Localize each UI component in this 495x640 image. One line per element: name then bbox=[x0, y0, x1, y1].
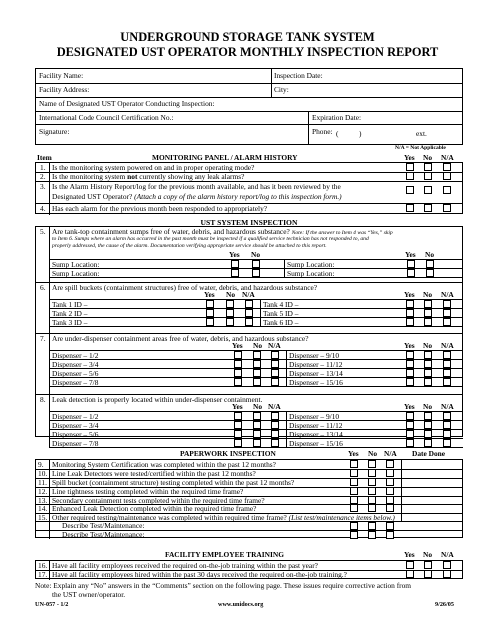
monitoring-item-4: Has each alarm for the previous month been responded to appropriately? bbox=[52, 204, 268, 213]
cb-p12-na[interactable] bbox=[386, 487, 394, 495]
cb-p14-yes[interactable] bbox=[350, 504, 358, 512]
cb-d8-7-yes[interactable] bbox=[406, 430, 414, 438]
ext-label: ext. bbox=[416, 129, 427, 138]
describe-test-1[interactable]: Describe Test/Maintenance: bbox=[62, 521, 145, 530]
cb-d8-6-na[interactable] bbox=[443, 421, 451, 429]
dispenser8-5-6: Dispenser – 5/6 bbox=[52, 430, 99, 439]
tank-6-id[interactable]: Tank 6 ID – bbox=[263, 318, 299, 327]
checkbox-item4-na[interactable] bbox=[443, 204, 451, 212]
paperwork-item-14: Enhanced Leak Detection completed within the required time frame? bbox=[52, 504, 257, 513]
cb-d7-8-na[interactable] bbox=[443, 378, 451, 386]
dispenser8-11-12: Dispenser – 11/12 bbox=[289, 421, 343, 430]
checkbox-tank1-yes[interactable] bbox=[206, 300, 214, 308]
cb-p10-no[interactable] bbox=[368, 469, 376, 477]
phone-field[interactable]: Phone: bbox=[312, 127, 333, 136]
ust-item-5-note-line2: to Item 6. Sumps where an alarm has occurred in the past month must be inspected if a qualified service technician has not responded to, and bbox=[52, 236, 369, 242]
cb-p15-no[interactable] bbox=[368, 522, 376, 530]
dispenser-5-6: Dispenser – 5/6 bbox=[52, 369, 99, 378]
cb-p11-yes[interactable] bbox=[350, 478, 358, 486]
cb-d7-5-no[interactable] bbox=[424, 351, 432, 359]
ust-item-5-note-line3: properly addressed, the cause of the alarm. Documentation verifying appropriate service should be attached to this report. bbox=[52, 243, 327, 249]
checkbox-sump2-no[interactable] bbox=[252, 269, 260, 277]
form-id: UN-057 - 1/2 bbox=[35, 601, 69, 608]
cb-p13-yes[interactable] bbox=[350, 496, 358, 504]
dispenser8-13-14: Dispenser – 13/14 bbox=[289, 430, 343, 439]
cb-d8-6-no[interactable] bbox=[424, 421, 432, 429]
cb-d7-3-na[interactable] bbox=[271, 369, 279, 377]
cb-p12-no[interactable] bbox=[368, 487, 376, 495]
cb-d7-5-na[interactable] bbox=[443, 351, 451, 359]
sump-location-1[interactable]: Sump Location: bbox=[52, 260, 100, 269]
tank-4-id[interactable]: Tank 4 ID – bbox=[263, 300, 299, 309]
checkbox-item1-yes[interactable] bbox=[406, 163, 414, 171]
cb-d8-2-yes[interactable] bbox=[234, 421, 242, 429]
na-legend: N/A = Not Applicable bbox=[395, 145, 446, 151]
cb-d7-5-yes[interactable] bbox=[406, 351, 414, 359]
checkbox-tank1-no[interactable] bbox=[226, 300, 234, 308]
cb-d8-4-yes[interactable] bbox=[234, 439, 242, 447]
checkbox-tank2-no[interactable] bbox=[226, 309, 234, 317]
dispenser-13-14: Dispenser – 13/14 bbox=[289, 369, 343, 378]
ust-section-title: UST SYSTEM INSPECTION bbox=[200, 218, 298, 227]
ust-table: 5. Are tank-top containment sumps free of water, debris, and hazardous substance? Note: If the answer to Item 4 was “Yes,” skip to Item 6. Sumps where an alarm has occurred in the past month must be inspected if a qualified service technician has not responded to, and properly addressed, the cause of the alarm. Documentation verifying appropriate service should be attached to this report. 6. Are spill buckets (containment structures) free of water, debris, and hazardous substance? 7. Are under-dispenser containment areas free of water, debris, and hazardous substance? 8. Leak detection is properly located within under-dispenser containment. bbox=[35, 226, 463, 437]
cb-d8-5-na[interactable] bbox=[443, 412, 451, 420]
cb-p16-na[interactable] bbox=[386, 531, 394, 539]
checkbox-sump4-no[interactable] bbox=[426, 269, 434, 277]
cb-d8-3-na[interactable] bbox=[271, 430, 279, 438]
facility-name-field[interactable]: Facility Name: bbox=[39, 71, 84, 80]
facility-address-field[interactable]: Facility Address: bbox=[39, 85, 90, 94]
dispenser8-3-4: Dispenser – 3/4 bbox=[52, 421, 99, 430]
cb-d8-3-yes[interactable] bbox=[234, 430, 242, 438]
cb-d8-7-no[interactable] bbox=[424, 430, 432, 438]
tank-2-id[interactable]: Tank 2 ID – bbox=[52, 309, 88, 318]
cb-d7-1-yes[interactable] bbox=[234, 351, 242, 359]
cb-p9-yes[interactable] bbox=[350, 460, 358, 468]
date-done-header: Date Done bbox=[412, 449, 446, 458]
city-field[interactable]: City: bbox=[274, 85, 289, 94]
sump-location-2[interactable]: Sump Location: bbox=[52, 269, 100, 278]
checkbox-sump1-no[interactable] bbox=[252, 260, 260, 268]
item-column-header: Item bbox=[37, 153, 52, 162]
checkbox-tank4-no[interactable] bbox=[424, 300, 432, 308]
cb-p16-no[interactable] bbox=[368, 531, 376, 539]
checkbox-tank3-no[interactable] bbox=[226, 318, 234, 326]
training-item-17: Have all facility employees hired within the past 30 days received the required on-the-job training.? bbox=[52, 570, 347, 579]
checkbox-tank3-na[interactable] bbox=[245, 318, 253, 326]
cb-p11-no[interactable] bbox=[368, 478, 376, 486]
checkbox-item1-na[interactable] bbox=[443, 163, 451, 171]
paperwork-item-13: Secondary containment tests completed within the required time frame? bbox=[52, 496, 265, 505]
checkbox-tank6-na[interactable] bbox=[443, 318, 451, 326]
cb-d7-6-na[interactable] bbox=[443, 360, 451, 368]
cb-p15-yes[interactable] bbox=[350, 522, 358, 530]
checkbox-tank5-no[interactable] bbox=[424, 309, 432, 317]
cb-d7-1-na[interactable] bbox=[271, 351, 279, 359]
phone-paren-close: ) bbox=[359, 129, 362, 138]
cb-d8-3-no[interactable] bbox=[253, 430, 261, 438]
dispenser-3-4: Dispenser – 3/4 bbox=[52, 360, 99, 369]
cb-t16-na[interactable] bbox=[443, 561, 451, 569]
checkbox-item2-yes[interactable] bbox=[406, 172, 414, 180]
training-table: 16. Have all facility employees received the required on-the-job training within the past year? 17. Have all facility employees hired within the past 30 days received the required on-the-job training.? bbox=[35, 560, 463, 579]
cb-p10-yes[interactable] bbox=[350, 469, 358, 477]
report-title-line1: UNDERGROUND STORAGE TANK SYSTEM bbox=[120, 30, 375, 44]
cb-p14-no[interactable] bbox=[368, 504, 376, 512]
monitoring-table: 1. Is the monitoring system powered on and in proper operating mode? 2. Is the monitoring system not currently showing any leak alarms? 3. Is the Alarm History Report/log for the previous month available, and has it been reviewed by the Designated UST Operator? (Attach a copy of the alarm history report/log to this inspection form.) 4. Has each alarm for the previous month been responded to appropriately? bbox=[35, 162, 463, 214]
cb-d8-1-yes[interactable] bbox=[234, 412, 242, 420]
checkbox-tank1-na[interactable] bbox=[245, 300, 253, 308]
cb-d8-1-no[interactable] bbox=[253, 412, 261, 420]
training-section-title: FACILITY EMPLOYEE TRAINING bbox=[165, 550, 284, 559]
checkbox-item2-na[interactable] bbox=[443, 172, 451, 180]
cb-t17-na[interactable] bbox=[443, 570, 451, 578]
paperwork-item-9: Monitoring System Certification was completed within the past 12 months? bbox=[52, 460, 276, 469]
cb-p9-no[interactable] bbox=[368, 460, 376, 468]
cb-d7-8-yes[interactable] bbox=[406, 378, 414, 386]
cb-d7-1-no[interactable] bbox=[253, 351, 261, 359]
cb-d8-5-yes[interactable] bbox=[406, 412, 414, 420]
phone-paren-open: ( bbox=[336, 129, 339, 138]
cb-d8-2-no[interactable] bbox=[253, 421, 261, 429]
checkbox-tank4-yes[interactable] bbox=[406, 300, 414, 308]
cb-d7-7-no[interactable] bbox=[424, 369, 432, 377]
cb-d8-8-no[interactable] bbox=[424, 439, 432, 447]
icc-cert-field[interactable]: International Code Council Certification No.: bbox=[39, 113, 174, 122]
cb-p16-yes[interactable] bbox=[350, 531, 358, 539]
checkbox-item2-no[interactable] bbox=[424, 172, 432, 180]
col-na: N/A bbox=[441, 153, 454, 162]
cb-d8-8-na[interactable] bbox=[443, 439, 451, 447]
paperwork-item-12: Line tightness testing completed within the required time frame? bbox=[52, 487, 244, 496]
cb-d8-6-yes[interactable] bbox=[406, 421, 414, 429]
cb-d7-2-na[interactable] bbox=[271, 360, 279, 368]
footer-date: 9/26/05 bbox=[435, 601, 454, 608]
operator-name-field[interactable]: Name of Designated UST Operator Conducting Inspection: bbox=[39, 99, 215, 108]
checkbox-tank6-yes[interactable] bbox=[406, 318, 414, 326]
checkbox-sump4-yes[interactable] bbox=[407, 269, 415, 277]
cb-d7-4-yes[interactable] bbox=[234, 378, 242, 386]
sump-location-3[interactable]: Sump Location: bbox=[287, 260, 335, 269]
note-line2: the UST owner/operator. bbox=[52, 590, 126, 599]
monitoring-item-2: Is the monitoring system not currently showing any leak alarms? bbox=[52, 172, 245, 181]
checkbox-item3-yes[interactable] bbox=[406, 186, 414, 194]
cb-d7-7-na[interactable] bbox=[443, 369, 451, 377]
cb-d8-2-na[interactable] bbox=[271, 421, 279, 429]
cb-p13-na[interactable] bbox=[386, 496, 394, 504]
paperwork-item-10: Line Leak Detectors were tested/certified within the past 12 months? bbox=[52, 469, 256, 478]
checkbox-item4-no[interactable] bbox=[424, 204, 432, 212]
checkbox-tank2-na[interactable] bbox=[245, 309, 253, 317]
checkbox-sump3-yes[interactable] bbox=[407, 260, 415, 268]
cb-d7-4-no[interactable] bbox=[253, 378, 261, 386]
monitoring-item-3: Is the Alarm History Report/log for the previous month available, and has it been reviewed by the bbox=[52, 182, 341, 191]
cb-d8-4-no[interactable] bbox=[253, 439, 261, 447]
dispenser8-15-16: Dispenser – 15/16 bbox=[289, 439, 343, 448]
sump-location-4[interactable]: Sump Location: bbox=[287, 269, 335, 278]
cb-t17-yes[interactable] bbox=[406, 570, 414, 578]
cb-t16-no[interactable] bbox=[424, 561, 432, 569]
training-item-16: Have all facility employees received the required on-the-job training within the past year? bbox=[52, 561, 318, 570]
paperwork-item-15: Other required testing/maintenance was completed within required time frame? (List test/maintenance items below.) bbox=[52, 513, 395, 522]
checkbox-item4-yes[interactable] bbox=[406, 204, 414, 212]
paperwork-table: 9. Monitoring System Certification was completed within the past 12 months? 10. Line Leak Detectors were tested/certified within the past 12 months? 11. Spill bucket (containment structure) testing completed within the past 12 months? 12. Line tightness testing completed within the required time frame? 13. Secondary containment tests completed within the required time frame? 14. Enhanced Leak Detection completed within the required time frame? 15. Other required testing/maintenance was completed within required time frame? (List test/maintenance items below.) Describe Test/Maintenance: Describe Test/Maintenance: bbox=[35, 459, 463, 538]
tank-3-id[interactable]: Tank 3 ID – bbox=[52, 318, 88, 327]
ust-item-6: Are spill buckets (containment structures) free of water, debris, and hazardous substance? bbox=[52, 283, 318, 292]
cb-d7-3-yes[interactable] bbox=[234, 369, 242, 377]
cb-p13-no[interactable] bbox=[368, 496, 376, 504]
cb-d7-3-no[interactable] bbox=[253, 369, 261, 377]
ust-item-7: Are under-dispenser containment areas free of water, debris, and hazardous substance? bbox=[52, 334, 309, 343]
checkbox-item1-no[interactable] bbox=[424, 163, 432, 171]
cb-d8-8-yes[interactable] bbox=[406, 439, 414, 447]
checkbox-tank4-na[interactable] bbox=[443, 300, 451, 308]
col-yes: Yes bbox=[404, 153, 415, 162]
cb-d8-5-no[interactable] bbox=[424, 412, 432, 420]
facility-info-box bbox=[35, 68, 463, 145]
dispenser-1-2: Dispenser – 1/2 bbox=[52, 351, 99, 360]
monitoring-section-title: MONITORING PANEL / ALARM HISTORY bbox=[152, 153, 298, 162]
dispenser-9-10: Dispenser – 9/10 bbox=[289, 351, 340, 360]
cb-p11-na[interactable] bbox=[386, 478, 394, 486]
cb-d7-7-yes[interactable] bbox=[406, 369, 414, 377]
cb-d7-8-no[interactable] bbox=[424, 378, 432, 386]
dispenser-7-8: Dispenser – 7/8 bbox=[52, 378, 99, 387]
cb-t17-no[interactable] bbox=[424, 570, 432, 578]
tank-5-id[interactable]: Tank 5 ID – bbox=[263, 309, 299, 318]
cb-d7-2-no[interactable] bbox=[253, 360, 261, 368]
cb-d7-4-na[interactable] bbox=[271, 378, 279, 386]
checkbox-tank3-yes[interactable] bbox=[206, 318, 214, 326]
describe-test-2[interactable]: Describe Test/Maintenance: bbox=[62, 530, 145, 539]
tank-1-id[interactable]: Tank 1 ID – bbox=[52, 300, 88, 309]
cb-d8-7-na[interactable] bbox=[443, 430, 451, 438]
dispenser-11-12: Dispenser – 11/12 bbox=[289, 360, 343, 369]
checkbox-item3-na[interactable] bbox=[443, 186, 451, 194]
checkbox-sump3-no[interactable] bbox=[426, 260, 434, 268]
paperwork-item-11: Spill bucket (containment structure) testing completed within the past 12 months? bbox=[52, 478, 295, 487]
signature-field[interactable]: Signature: bbox=[39, 127, 70, 136]
checkbox-tank5-yes[interactable] bbox=[406, 309, 414, 317]
monitoring-item-3-cont: Designated UST Operator? (Attach a copy of the alarm history report/log to this inspection form.) bbox=[52, 192, 342, 201]
cb-d7-6-no[interactable] bbox=[424, 360, 432, 368]
dispenser8-1-2: Dispenser – 1/2 bbox=[52, 412, 99, 421]
paperwork-section-title: PAPERWORK INSPECTION bbox=[180, 449, 276, 458]
dispenser-15-16: Dispenser – 15/16 bbox=[289, 378, 343, 387]
cb-d8-4-na[interactable] bbox=[271, 439, 279, 447]
checkbox-tank6-no[interactable] bbox=[424, 318, 432, 326]
footer-site: www.unidocs.org bbox=[218, 601, 264, 608]
cb-t16-yes[interactable] bbox=[406, 561, 414, 569]
ust-item-5: Are tank-top containment sumps free of water, debris, and hazardous substance? Note: If the answer to Item 4 was “Yes,” skip bbox=[52, 227, 393, 236]
checkbox-item3-no[interactable] bbox=[424, 186, 432, 194]
inspection-date-field[interactable]: Inspection Date: bbox=[274, 71, 323, 80]
checkbox-sump2-yes[interactable] bbox=[231, 269, 239, 277]
cb-p9-na[interactable] bbox=[386, 460, 394, 468]
checkbox-sump1-yes[interactable] bbox=[231, 260, 239, 268]
report-title-line2: DESIGNATED UST OPERATOR MONTHLY INSPECTION REPORT bbox=[56, 45, 439, 59]
note-line1: Note: Explain any “No” answers in the “Comments” section on the following page. These issues require corrective action from bbox=[35, 581, 412, 590]
cb-d8-1-na[interactable] bbox=[271, 412, 279, 420]
expiration-date-field[interactable]: Expiration Date: bbox=[312, 113, 362, 122]
dispenser8-9-10: Dispenser – 9/10 bbox=[289, 412, 340, 421]
ust-item-8: Leak detection is properly located within under-dispenser containment. bbox=[52, 395, 263, 404]
cb-p12-yes[interactable] bbox=[350, 487, 358, 495]
cb-d7-2-yes[interactable] bbox=[234, 360, 242, 368]
checkbox-tank5-na[interactable] bbox=[443, 309, 451, 317]
checkbox-tank2-yes[interactable] bbox=[206, 309, 214, 317]
cb-p10-na[interactable] bbox=[386, 469, 394, 477]
monitoring-item-1: Is the monitoring system powered on and in proper operating mode? bbox=[52, 163, 255, 172]
cb-d7-6-yes[interactable] bbox=[406, 360, 414, 368]
cb-p14-na[interactable] bbox=[386, 504, 394, 512]
cb-p15-na[interactable] bbox=[386, 522, 394, 530]
dispenser8-7-8: Dispenser – 7/8 bbox=[52, 439, 99, 448]
col-no: No bbox=[423, 153, 433, 162]
